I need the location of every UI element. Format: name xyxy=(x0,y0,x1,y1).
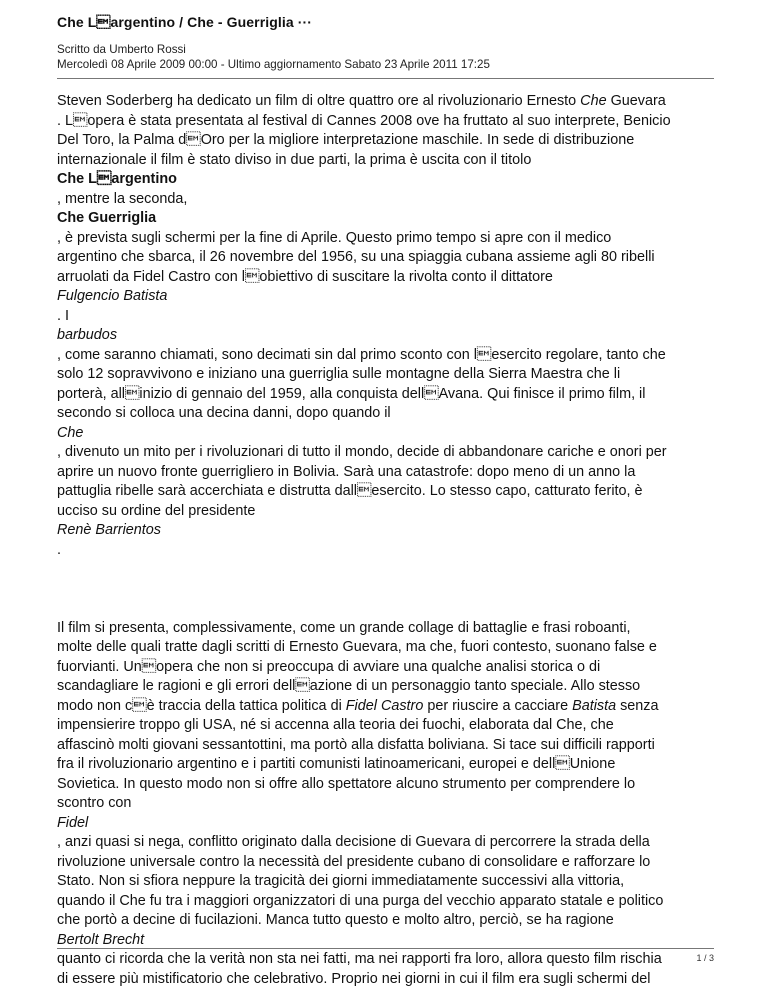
italic-line: Fidel xyxy=(57,814,89,831)
footer-divider xyxy=(57,948,714,949)
page-title: Che Largentino / Che - Guerriglia ··· xyxy=(57,14,313,30)
text-line: molte delle quali tratte dagli scritti di Ernesto Guevara, ma che, fuori contesto, suonano false e xyxy=(57,639,657,655)
text-line: . Lopera è stata presentata al festival di Cannes 2008 ove ha fruttato al suo interprete, Benicio xyxy=(57,112,671,129)
article-body xyxy=(57,92,722,989)
text-line: pattuglia ribelle sarà accerchiata e distrutta dallesercito. Lo stesso capo, catturato ferito, è xyxy=(57,483,643,499)
text-run: Steven Soderberg ha dedicato un film di oltre quattro ore al rivoluzionario Ernesto xyxy=(57,93,581,109)
text-run: modo non cè traccia della tattica politica di xyxy=(57,697,346,714)
text-line: Il film si presenta, complessivamente, come un grande collage di battaglie e frasi roboanti, xyxy=(57,619,631,636)
text-line: secondo si colloca una decina danni, dopo quando il xyxy=(57,405,391,421)
text-line: argentino che sbarca, il 26 novembre del 1956, su una spiaggia cubana assieme agli 80 ribelli xyxy=(57,249,655,265)
text-line: , divenuto un mito per i rivoluzionari di tutto il mondo, decide di abbandonare cariche e onori per xyxy=(57,444,667,460)
italic-run: Che xyxy=(580,93,607,109)
text-line: rivoluzione universale contro la necessità del presidente cubano di consolidare e rafforzare lo xyxy=(57,853,651,870)
text-line: quanto ci ricorda che la verità non sta nei fatti, ma nei rapporti fra loro, allora questo film rischia xyxy=(57,951,662,967)
article-meta xyxy=(57,43,490,72)
text-line xyxy=(57,697,722,717)
text-line: di essere più mistificatorio che celebrativo. Proprio nei giorni in cui il film era sugli schermi del xyxy=(57,970,651,987)
paragraph-gap xyxy=(57,560,722,619)
text-line: . xyxy=(57,541,61,558)
italic-run: Fidel Castro xyxy=(345,697,424,714)
text-line: quando il Che fu tra i maggiori organizzatori di una purga del vecchio apparato statale e politico xyxy=(57,892,664,909)
text-line: scontro con xyxy=(57,795,132,811)
page-number: 1 / 3 xyxy=(696,953,714,963)
text-line: internazionale il film è stato diviso in due parti, la prima è uscita con il titolo xyxy=(57,151,532,168)
text-line: Del Toro, la Palma dOro per la migliore interpretazione maschile. In sede di distribuzione xyxy=(57,132,635,148)
text-line: porterà, allinizio di gennaio del 1959, alla conquista dellAvana. Qui finisce il primo film, il xyxy=(57,385,646,402)
text-line: , è prevista sugli schermi per la fine di Aprile. Questo primo tempo si apre con il medico xyxy=(57,229,612,246)
date-line: Mercoledì 08 Aprile 2009 00:00 - Ultimo aggiornamento Sabato 23 Aprile 2011 17:25 xyxy=(57,57,490,71)
text-line: scandagliare le ragioni e gli errori dellazione di un personaggio tanto speciale. Allo stesso xyxy=(57,678,641,694)
text-line: fuorvianti. Unopera che non si preoccupa di avviare una qualche analisi storica o di xyxy=(57,658,601,675)
text-line: Stato. Non si sfiora neppure la tragicità dei giorni immediatamente successivi alla vittoria, xyxy=(57,873,625,889)
italic-line: Renè Barrientos xyxy=(57,522,161,538)
italic-line: barbudos xyxy=(57,327,118,343)
text-line: impensierire troppo gli USA, né si accenna alla teoria dei fuochi, elaborata dal Che, che xyxy=(57,717,614,733)
text-line: aprire un nuovo fronte guerrigliero in Bolivia. Sarà una catastrofe: dopo meno di un anno la xyxy=(57,463,636,480)
text-line: che portò a decine di fucilazioni. Manca tutto questo e molto altro, perciò, se ha ragione xyxy=(57,912,614,928)
text-run: per riuscire a cacciare xyxy=(423,697,573,714)
italic-line: Fulgencio Batista xyxy=(57,288,168,304)
text-line: Sovietica. In questo modo non si offre allo spettatore alcuno strumento per comprendere lo xyxy=(57,775,636,792)
italic-line: Che xyxy=(57,424,84,441)
film-title-part-one: Che Largentino xyxy=(57,171,177,187)
italic-line: Bertolt Brecht xyxy=(57,931,145,948)
text-line: ucciso su ordine del presidente xyxy=(57,502,256,519)
text-run: senza xyxy=(616,697,659,714)
text-line: , anzi quasi si nega, conflitto originato dalla decisione di Guevara di percorrere la strada della xyxy=(57,834,650,850)
text-line: fra il rivoluzionario argentino e i partiti comunisti latinoamericani, europei e dellUnione xyxy=(57,756,616,772)
film-title-part-two: Che Guerriglia xyxy=(57,210,157,226)
italic-run: Batista xyxy=(572,697,617,714)
text-line xyxy=(57,92,722,112)
text-line: affascinò molti giovani sessantottini, ma portò alla disfatta boliviana. Si tace sui difficili rapporti xyxy=(57,736,655,753)
author-line: Scritto da Umberto Rossi xyxy=(57,43,186,56)
text-line: solo 12 sopravvivono e iniziano una guerriglia sulle montagne della Sierra Maestra che li xyxy=(57,366,621,382)
text-run: Guevara xyxy=(606,93,666,109)
text-line: . I xyxy=(57,307,69,324)
text-line: arruolati da Fidel Castro con lobiettivo di suscitare la rivolta conto il dittatore xyxy=(57,268,553,285)
text-line: , come saranno chiamati, sono decimati sin dal primo sconto con lesercito regolare, tanto che xyxy=(57,346,666,363)
header-divider xyxy=(57,78,714,79)
text-line: , mentre la seconda, xyxy=(57,190,188,207)
